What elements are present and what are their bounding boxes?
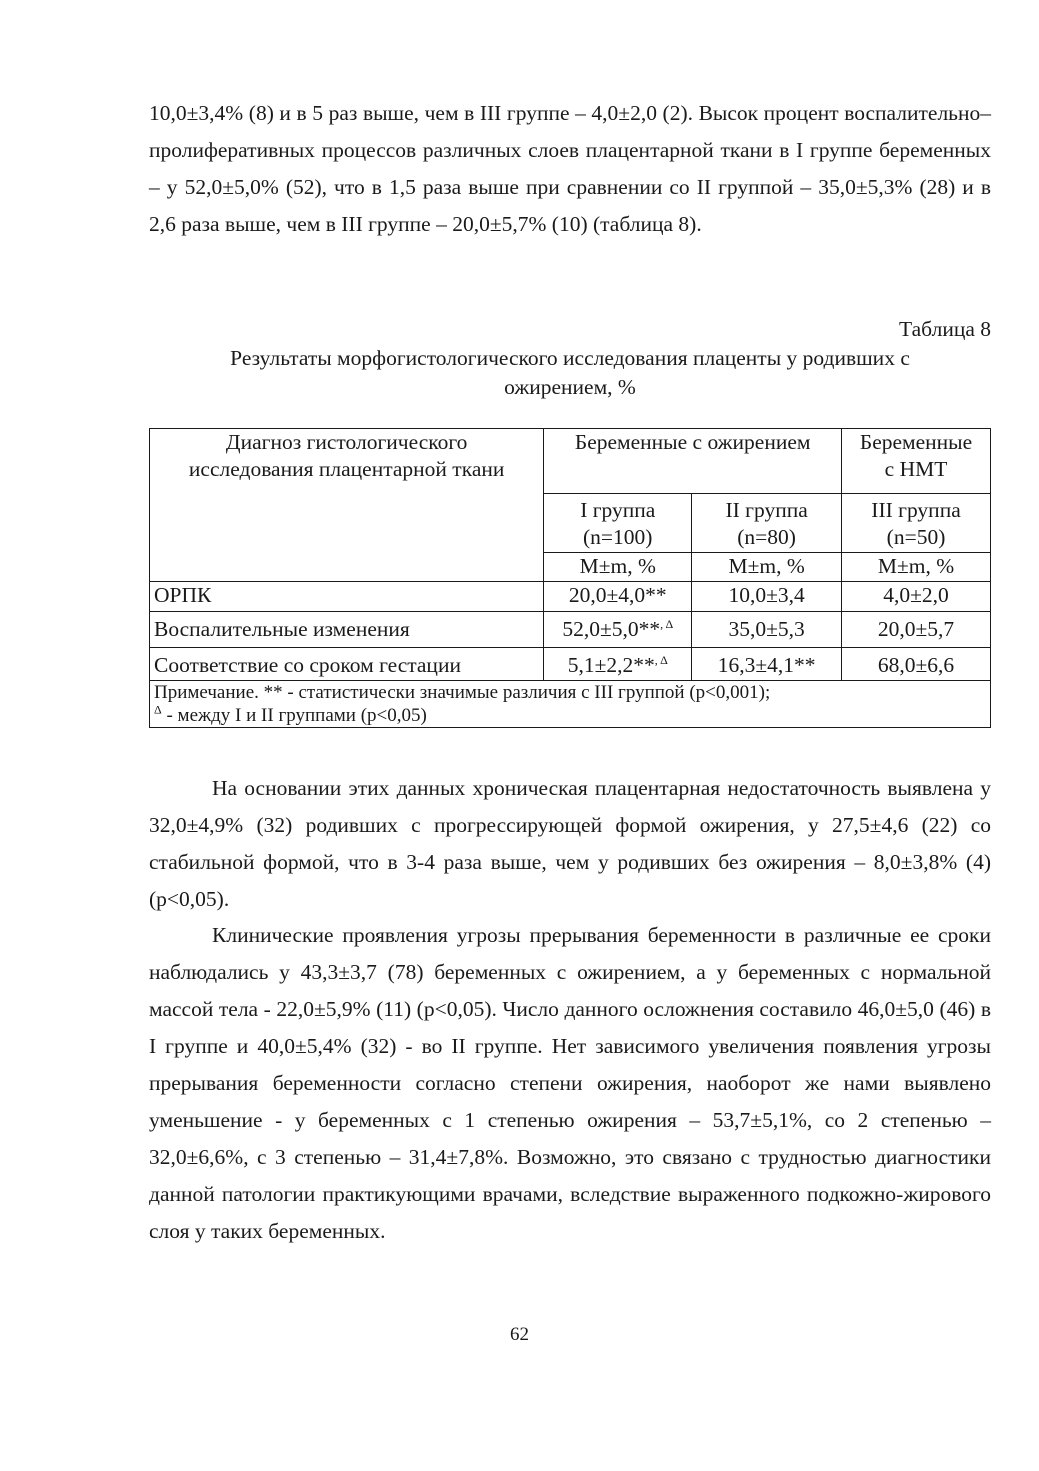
row-label: Воспалительные изменения (150, 612, 544, 648)
unit-group-2: M±m, % (692, 553, 842, 582)
row-group-3-value: 68,0±6,6 (842, 648, 991, 681)
table-title (149, 344, 991, 402)
header-nmt-line-1: Беременные (859, 430, 973, 454)
table-row (150, 612, 991, 648)
table-note-line-1: Примечание. ** - статистически значимые различия с III группой (p<0,001); (154, 682, 771, 703)
header-nmt-line-2: с НМТ (884, 457, 948, 481)
header-group-3 (842, 494, 991, 553)
unit-group-1: M±m, % (544, 553, 692, 582)
header-group-1 (544, 494, 692, 553)
significance-mark: , Δ (660, 616, 674, 631)
paragraph-1: 10,0±3,4% (8) и в 5 раз выше, чем в III группе – 4,0±2,0 (2). Высок процент воспалительно–пролиферативных процессов различных слоев плацентарной ткани в I группе беременных – у 52,0±5,0% (52), что в 1,5 раза выше при сравнении со II группой – 35,0±5,3% (28) и в 2,6 раза выше, чем в III группе – 20,0±5,7% (10) (таблица 8). (149, 101, 991, 236)
row-group-2-value: 35,0±5,3 (692, 612, 842, 648)
table-note-line-2: - между I и II группами (p<0,05) (161, 705, 427, 726)
header-obese-group: Беременные с ожирением (544, 429, 842, 494)
header-diagnosis-line-1: Диагноз гистологического (225, 430, 468, 454)
page-number: 62 (510, 1324, 529, 1345)
paragraph-3: Клинические проявления угрозы прерывания беременности в различные ее сроки наблюдались у 43,3±3,7 (78) беременных с ожирением, а у беременных с нормальной массой тела - 22,0±5,9% (11) (p<0,05). Число данного осложнения составило 46,0±5,0 (46) в I группе и 40,0±5,4% (32) - во II группе. Нет зависимого увеличения появления угрозы прерывания беременности согласно степени ожирения, наоборот же нами выявлено уменьшение - у беременных с 1 степенью ожирения – 53,7±5,1%, со 2 степенью – 32,0±6,6%, с 3 степенью – 31,4±7,8%. Возможно, это связано с трудностью диагностики данной патологии практикующими врачами, вследствие выраженного подкожно-жирового слоя у таких беременных. (149, 923, 991, 1243)
header-group-1-line-1: I группа (580, 498, 656, 522)
table-note (150, 681, 991, 728)
row-group-1-value (544, 582, 692, 612)
significance-mark: , Δ (654, 652, 668, 667)
header-diagnosis-line-2: исследования плацентарной ткани (188, 457, 505, 481)
delta-mark: Δ (154, 702, 162, 717)
row-group-3-value: 20,0±5,7 (842, 612, 991, 648)
table-header-row (150, 429, 991, 494)
row-label: ОРПК (150, 582, 544, 612)
header-group-3-line-2: (n=50) (886, 525, 946, 549)
table-row (150, 648, 991, 681)
row-group-1-text: 5,1±2,2** (567, 653, 655, 677)
table-title-line-1: Результаты морфогистологического исследования плаценты у родивших с (230, 346, 910, 370)
row-group-1-value (544, 648, 692, 681)
row-group-1-text: 20,0±4,0** (568, 583, 667, 607)
table-label: Таблица 8 (899, 317, 991, 341)
unit-group-3: M±m, % (842, 553, 991, 582)
paragraph-2: На основании этих данных хроническая плацентарная недостаточность выявлена у 32,0±4,9% (32) родивших с прогрессирующей формой ожирения, у 27,5±4,6 (22) со стабильной формой, что в 3-4 раза выше, чем у родивших без ожирения – 8,0±3,8% (4) (p<0,05). (149, 776, 991, 911)
header-group-2-line-2: (n=80) (737, 525, 796, 549)
row-group-2-value: 10,0±3,4 (692, 582, 842, 612)
header-group-2-line-1: II группа (725, 498, 808, 522)
row-label: Соответствие со сроком гестации (150, 648, 544, 681)
table-title-line-2: ожирением, % (504, 375, 636, 399)
row-group-2-value: 16,3±4,1** (692, 648, 842, 681)
header-group-1-line-2: (n=100) (583, 525, 653, 549)
header-diagnosis (150, 429, 544, 582)
table-note-row (150, 681, 991, 728)
row-group-1-text: 52,0±5,0** (562, 617, 661, 641)
morphology-table (149, 428, 991, 728)
table-row (150, 582, 991, 612)
header-group-3-line-1: III группа (871, 498, 961, 522)
header-nmt-group (842, 429, 991, 494)
row-group-3-value: 4,0±2,0 (842, 582, 991, 612)
row-group-1-value (544, 612, 692, 648)
header-group-2 (692, 494, 842, 553)
